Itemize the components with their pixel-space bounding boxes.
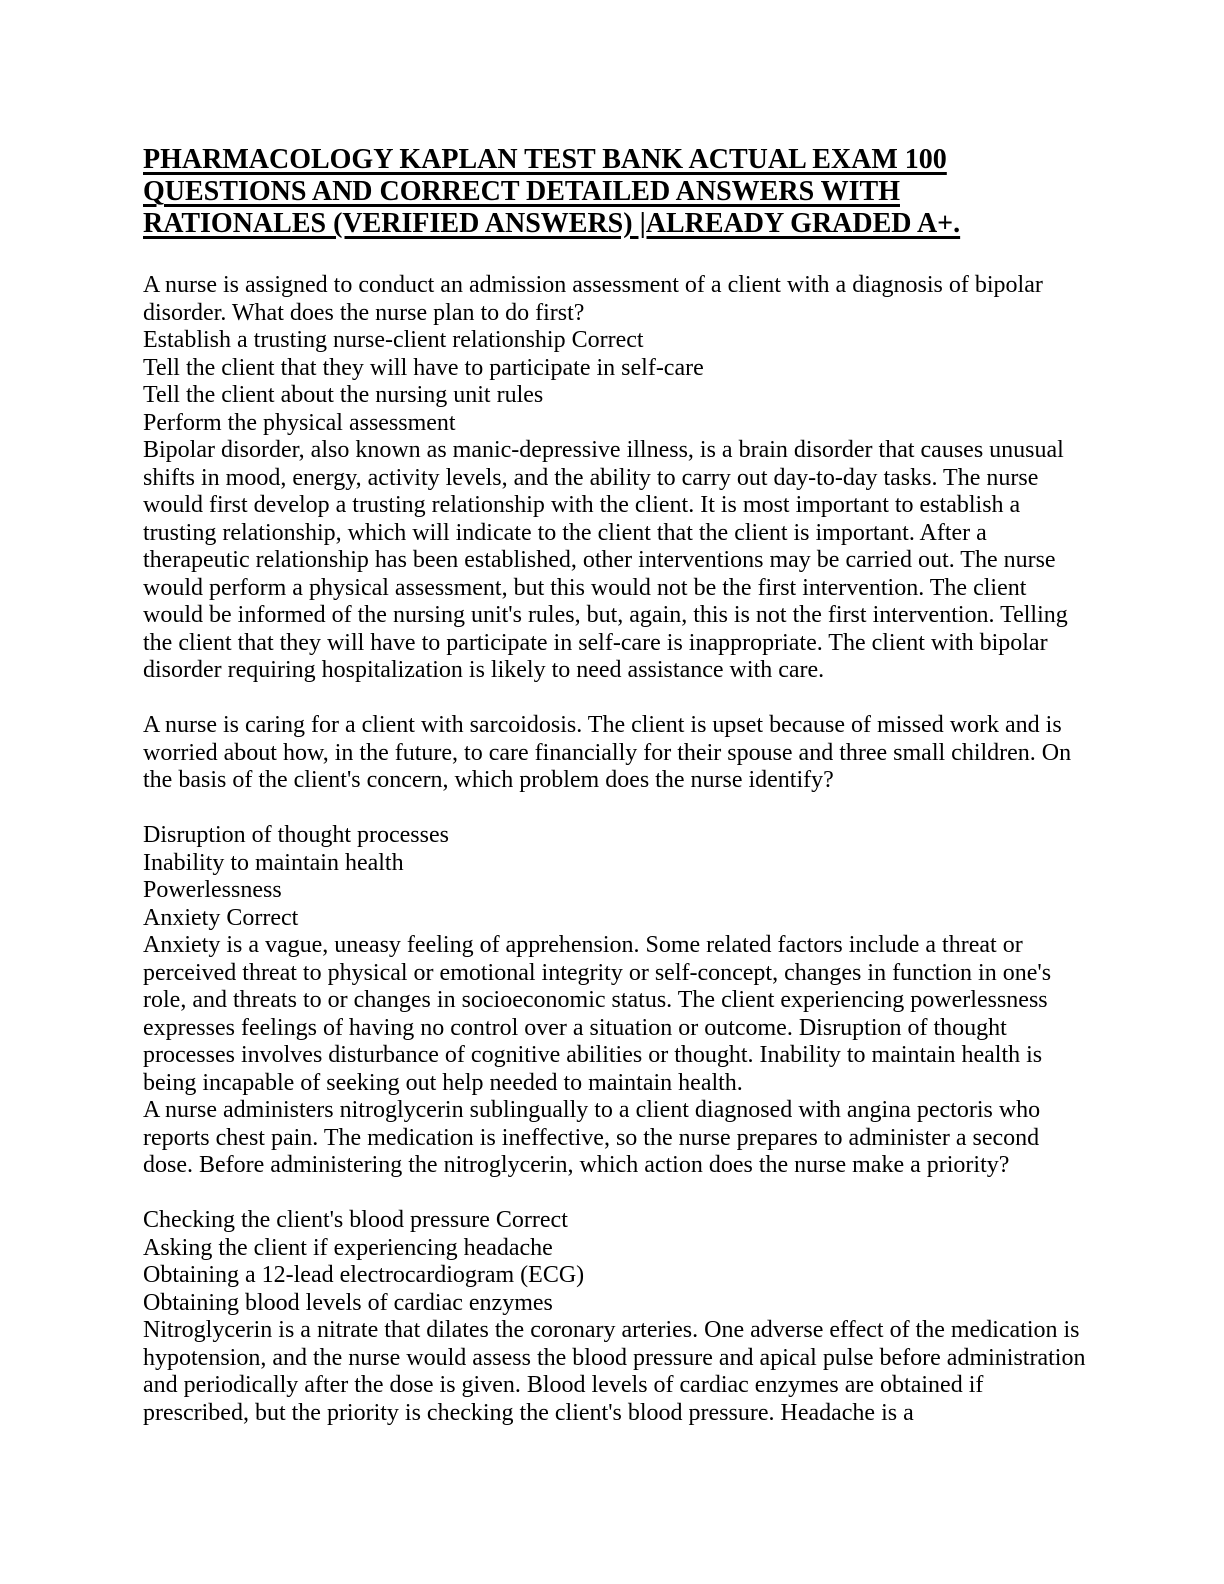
- answer-option: Anxiety Correct: [143, 904, 299, 931]
- question-3-rationale: Nitroglycerin is a nitrate that dilates the coronary arteries. One adverse effect of the medication is hypotension, and the nurse would assess the blood pressure and apical pulse before administration and periodically after the dose is given. Blood levels of cardiac enzymes are obtained if prescribed, but the priority is checking the client's blood pressure. Headache is a: [143, 1317, 1086, 1426]
- question-2-options: [143, 822, 1088, 932]
- page-title: PHARMACOLOGY KAPLAN TEST BANK ACTUAL EXAM 100 QUESTIONS AND CORRECT DETAILED ANSWERS WITH RATIONALES (VERIFIED ANSWERS) |ALREADY GRADED A+.: [143, 144, 961, 239]
- answer-option: Disruption of thought processes: [143, 822, 449, 848]
- paragraph-spacer: [143, 1180, 1088, 1208]
- question-block-1: [143, 272, 1088, 685]
- paragraph-spacer: [143, 685, 1088, 713]
- question-block-3: [143, 1097, 1088, 1427]
- question-3-text: A nurse administers nitroglycerin sublingually to a client diagnosed with angina pectoris who reports chest pain. The medication is ineffective, so the nurse prepares to administer a second dose. Before administering the nitroglycerin, which action does the nurse make a priority?: [143, 1097, 1041, 1178]
- answer-option: Inability to maintain health: [143, 849, 404, 876]
- page-content: [143, 0, 1088, 1427]
- question-1-text: A nurse is assigned to conduct an admission assessment of a client with a diagnosis of bipolar disorder. What does the nurse plan to do first?: [143, 272, 1043, 326]
- answer-option: Powerlessness: [143, 877, 282, 903]
- answer-option: Tell the client about the nursing unit rules: [143, 382, 544, 408]
- question-1-rationale: Bipolar disorder, also known as manic-depressive illness, is a brain disorder that causes unusual shifts in mood, energy, activity levels, and the ability to carry out day-to-day tasks. The nurse would first develop a trusting relationship with the client. It is most important to establish a trusting relationship, which will indicate to the client that the client is important. After a therapeutic relationship has been established, other interventions may be carried out. The nurse would perform a physical assessment, but this would not be the first intervention. The client would be informed of the nursing unit's rules, but, again, this is not the first intervention. Telling the client that they will have to participate in self-care is inappropriate. The client with bipolar disorder requiring hospitalization is likely to need assistance with care.: [143, 437, 1068, 683]
- question-3-options: [143, 1207, 1088, 1317]
- answer-option: Obtaining a 12-lead electrocardiogram (ECG): [143, 1262, 585, 1288]
- answer-option: Establish a trusting nurse-client relationship Correct: [143, 327, 644, 353]
- answer-option: Obtaining blood levels of cardiac enzymes: [143, 1289, 553, 1316]
- answer-option: Checking the client's blood pressure Correct: [143, 1207, 568, 1233]
- answer-option: Asking the client if experiencing headache: [143, 1234, 553, 1261]
- question-2-rationale: Anxiety is a vague, uneasy feeling of apprehension. Some related factors include a threat or perceived threat to physical or emotional integrity or self-concept, changes in function in one's role, and threats to or changes in socioeconomic status. The client experiencing powerlessness expresses feelings of having no control over a situation or outcome. Disruption of thought processes involves disturbance of cognitive abilities or thought. Inability to maintain health is being incapable of seeking out help needed to maintain health.: [143, 932, 1052, 1096]
- question-block-2: [143, 712, 1088, 1097]
- answer-option: Perform the physical assessment: [143, 409, 456, 436]
- question-2-text: A nurse is caring for a client with sarcoidosis. The client is upset because of missed work and is worried about how, in the future, to care financially for their spouse and three small children. On the basis of the client's concern, which problem does the nurse identify?: [143, 712, 1072, 793]
- paragraph-spacer: [143, 795, 1088, 823]
- question-1-options: [143, 327, 1088, 437]
- answer-option: Tell the client that they will have to participate in self-care: [143, 354, 704, 381]
